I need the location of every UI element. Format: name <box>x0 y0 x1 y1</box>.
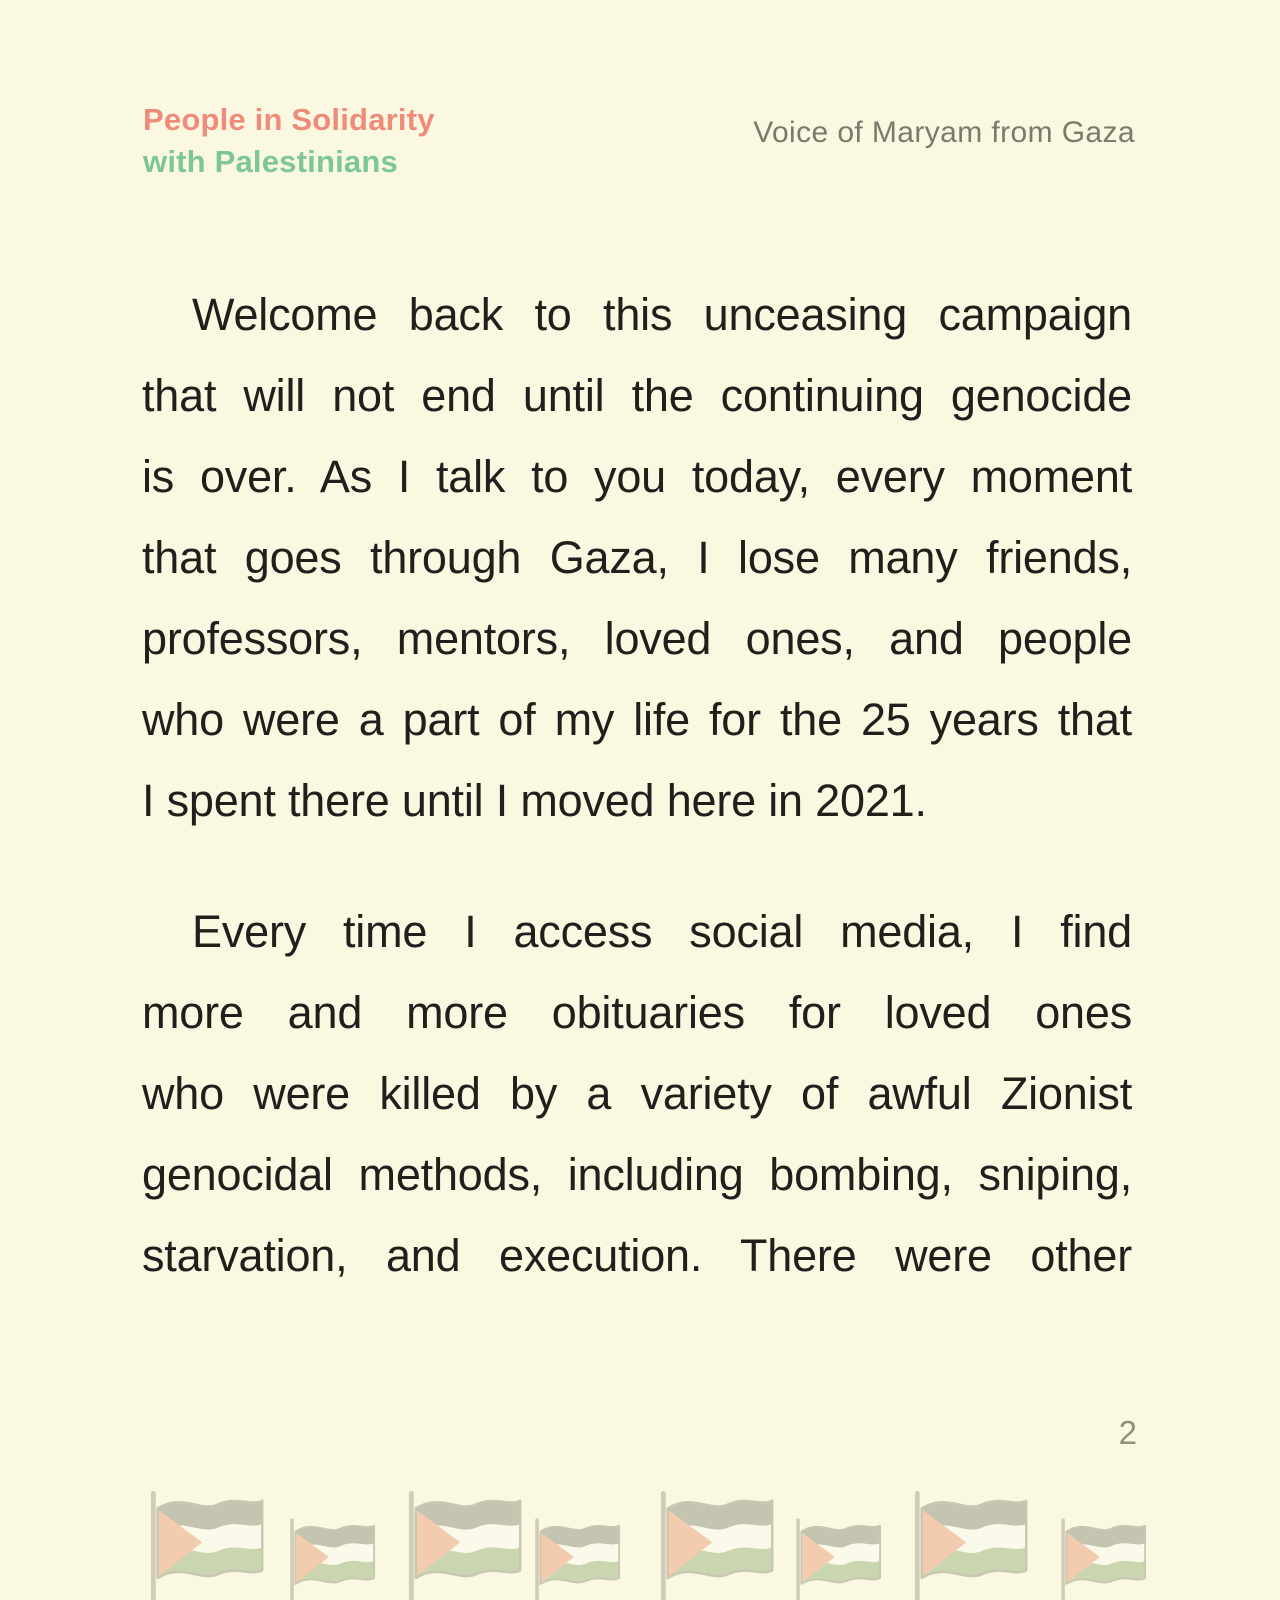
page-number: 2 <box>1118 1414 1137 1451</box>
text-line: more and more obituaries for loved ones <box>142 987 1132 1038</box>
palestinian-flag-icon <box>148 1485 270 1600</box>
text-line: Welcome back to this unceasing campaign <box>192 289 1132 340</box>
text-line: professors, mentors, loved ones, and people <box>142 613 1132 664</box>
palestinian-flag-icon <box>912 1485 1034 1600</box>
text-line: genocidal methods, including bombing, sniping, <box>142 1149 1132 1200</box>
body-text <box>142 274 1132 1296</box>
logo <box>143 99 435 183</box>
logo-line-2: with Palestinians <box>143 144 398 179</box>
palestinian-flag-icon <box>406 1485 528 1600</box>
text-line: that will not end until the continuing genocide <box>142 370 1132 421</box>
palestinian-flag-icon <box>1059 1514 1151 1600</box>
palestinian-flag-icon <box>533 1514 625 1600</box>
text-line: Every time I access social media, I find <box>192 906 1132 957</box>
text-line: who were a part of my life for the 25 years that <box>142 694 1132 745</box>
text-line: is over. As I talk to you today, every moment <box>142 451 1132 502</box>
page-subtitle: Voice of Maryam from Gaza <box>753 116 1135 149</box>
palestinian-flag-icon <box>794 1514 886 1600</box>
text-line: that goes through Gaza, I lose many friends, <box>142 532 1132 583</box>
text-line: starvation, and execution. There were other <box>142 1230 1132 1281</box>
logo-line-1: People in Solidarity <box>143 102 435 137</box>
paragraph <box>142 891 1132 1296</box>
palestinian-flag-icon <box>288 1514 380 1600</box>
palestinian-flag-icon <box>658 1485 780 1600</box>
text-line: who were killed by a variety of awful Zionist <box>142 1068 1132 1119</box>
text-line: I spent there until I moved here in 2021. <box>142 775 927 826</box>
paragraph <box>142 274 1132 841</box>
